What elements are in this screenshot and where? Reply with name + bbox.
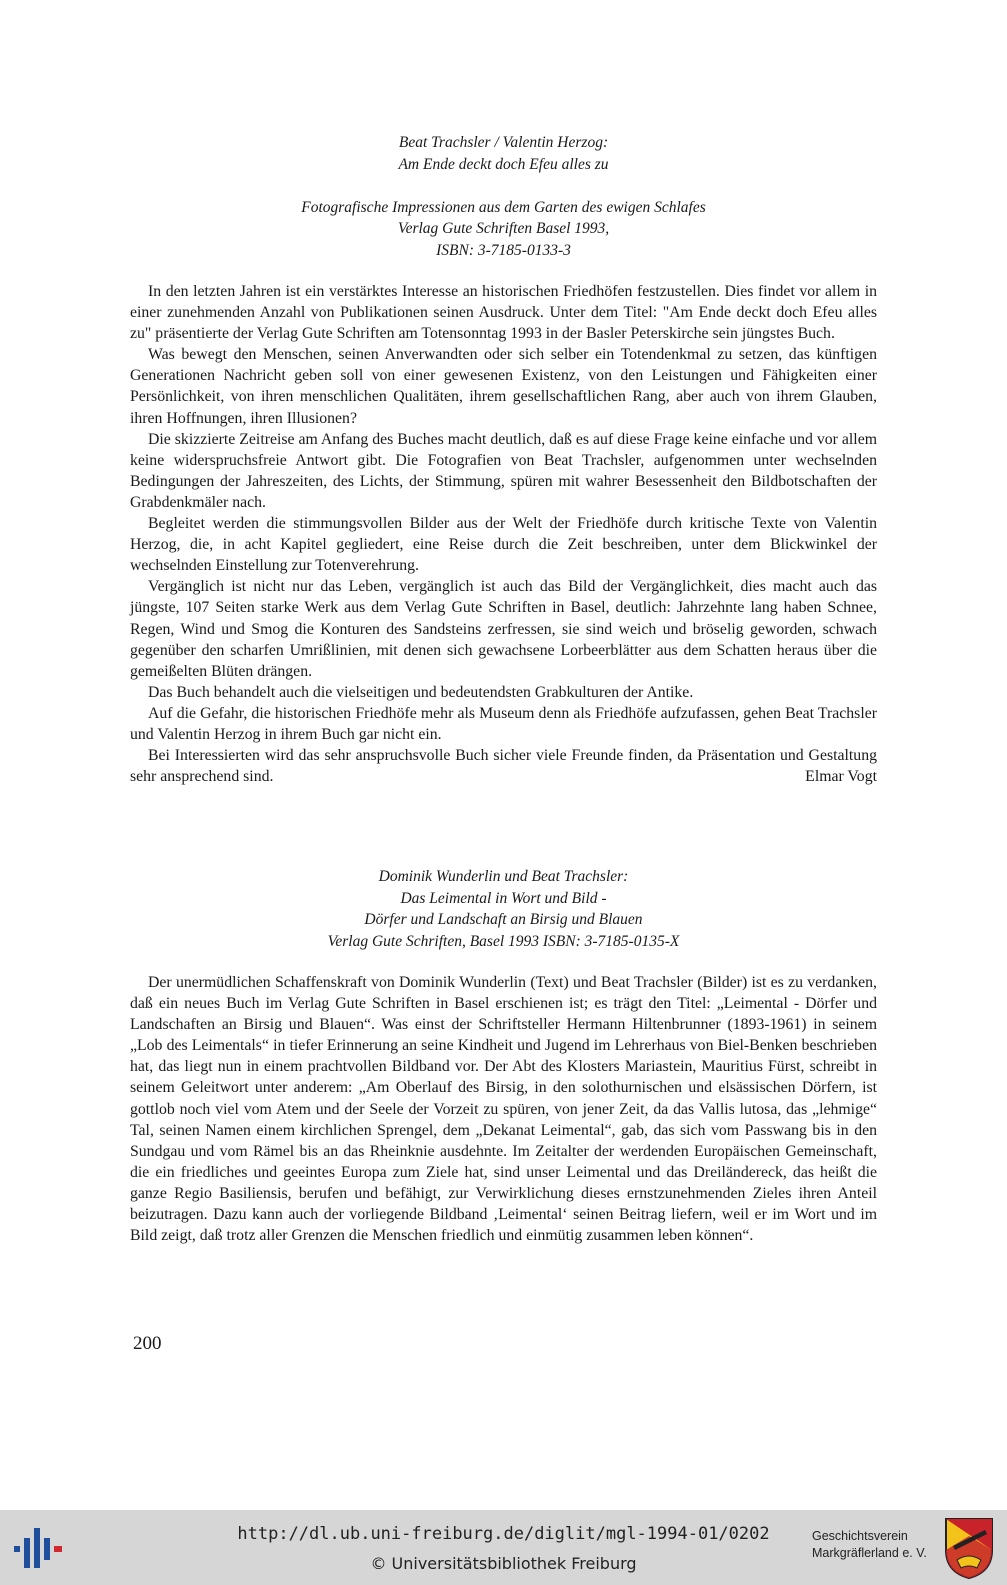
page-number: 200 [133,1333,162,1354]
footer-url-link[interactable]: http://dl.ub.uni-freiburg.de/diglit/mgl-1994-01/0202 [237,1524,770,1544]
paragraph-text: Bei Interessierten wird das sehr anspruchsvolle Buch sicher viele Freunde finden, da Präsentation und Gestaltung sehr ansprechend sind. [130,747,877,786]
heading-line: Dominik Wunderlin und Beat Trachsler: [378,868,629,885]
heading-line: Beat Trachsler / Valentin Herzog: [398,134,609,151]
heading-line: Verlag Gute Schriften, Basel 1993 ISBN: 3-7185-0135-X [327,932,680,950]
paragraph: Das Buch behandelt auch die vielseitigen und bedeutendsten Grabkulturen der Antike. [148,683,694,701]
heading-line [130,175,877,197]
paragraph: Was bewegt den Menschen, seinen Anverwandten oder sich selber ein Totendenkmal zu setzen, das künftigen Generationen Nachricht geben soll von einer gewesenen Existenz, von den Leistungen und Fähigkeiten einer Persönlichkeit, von ihren menschlichen Qualitäten, ihrem gesellschaftlichen Rang, aber auch von ihrem Glauben, ihren Hoffnungen, ihren Illusionen? [130,346,877,427]
heading-line: ISBN: 3-7185-0133-3 [436,241,571,259]
society-name [812,1528,932,1562]
heading-line: Das Leimental in Wort und Bild - [400,889,607,907]
heading-line: Am Ende deckt doch Efeu alles zu [398,155,609,173]
paragraph: Auf die Gefahr, die historischen Friedhöfe mehr als Museum denn als Friedhöfe aufzufassen, gehen Beat Trachsler und Valentin Herzog in ihrem Buch gar nicht ein. [130,704,877,743]
coat-of-arms-icon [943,1516,995,1580]
footer-copyright: © Universitätsbibliothek Freiburg [370,1554,637,1573]
paragraph: In den letzten Jahren ist ein verstärktes Interesse an historischen Friedhöfen festzustellen. Dies findet vor allem in einer zunehmenden Anzahl von Publikationen seinen Ausdruck. Unter dem Titel: "Am Ende deckt doch Efeu alles zu" präsentierte der Verlag Gute Schriften am Totensonntag 1993 in der Basler Peterskirche sein jüngstes Buch. [130,283,877,343]
heading-line: Dörfer und Landschaft an Birsig und Blauen [364,911,643,928]
author-signature: Elmar Vogt [805,768,877,786]
heading-line: Fotografische Impressionen aus dem Garten des ewigen Schlafes [301,198,706,216]
society-line: Geschichtsverein [812,1529,908,1543]
paragraph: Vergänglich ist nicht nur das Leben, vergänglich ist auch das Bild der Vergänglichkeit, dies macht auch das jüngste, 107 Seiten starke Werk aus dem Verlag Gute Schriften in Basel, deutlich: Jahrzehnte lang haben Schnee, Regen, Wind und Smog die Konturen des Sandsteins zerfressen, sie sind weich und bröselig geworden, schwach gegenüber den scharfen Umrißlinien, mit denen sich gewachsene Lorbeerblätter aus dem Schatten heraus über die gemeißelten Blüten drängen. [130,578,877,680]
paragraph: Begleitet werden die stimmungsvollen Bilder aus der Welt der Friedhöfe durch kritische Texte von Valentin Herzog, die, in acht Kapitel gegliedert, eine Reise durch die Zeit beschreiben, unter dem Blickwinkel der wechselnden Einstellung zur Totenverehrung. [130,515,877,575]
closing-paragraph [130,745,877,787]
review2-heading [130,866,877,952]
review2-body [130,972,877,1246]
paragraph: Der unermüdlichen Schaffenskraft von Dominik Wunderlin (Text) und Beat Trachsler (Bilder) ist es zu verdanken, daß ein neues Buch im Verlag Gute Schriften in Basel erschienen ist; es trägt den Titel: „Leimental - Dörfer und Landschaften an Birsig und Blauen“. Was einst der Schriftsteller Hermann Hiltenbrunner (1893-1961) in seinem „Lob des Leimentals“ in tiefer Erinnerung an seine Kindheit und Jugend im Lehrerhaus von Biel-Benken beschrieben hat, das liegt nun in einem prachtvollen Bildband vor. Der Abt des Klosters Mariastein, Mauritius Fürst, schreibt in seinem Geleitwort unter anderem: „Am Oberlauf des Birsig, in den solothurnischen und elsässischen Dörfern, ist gottlob noch viel vom Atem und der Seele der Vorzeit zu spüren, von jener Zeit, da das Vallis lutosa, das „lehmige“ Tal, seinen Namen einem kirchlichen Sprengel, dem „Dekanat Leimental“, gab, das sich vom Passwang bis in den Sundgau und vom Rämel bis an das Rheinknie ausdehnte. Im Zeitalter der werdenden Europäischen Gemeinschaft, die ein friedliches und geeintes Europa zum Ziele hat, sind unser Leimental und das Dreiländereck, das heißt die ganze Regio Basiliensis, berufen und befähigt, zur Verwirklichung dieses ernstzunehmenden Zieles ihren Anteil beizutragen. Dazu kann auch der vorliegende Bildband ‚Leimental‘ seinen Beitrag liefern, weil er im Wort und im Bild zeigt, daß trotz aller Grenzen die Menschen friedlich und einmütig zusammen leben können“. [130,974,877,1245]
paragraph: Die skizzierte Zeitreise am Anfang des Buches macht deutlich, daß es auf diese Frage keine einfache und vor allem keine widerspruchsfreie Antwort gibt. Die Fotografien von Beat Trachsler, aufgenommen unter wechselnden Bedingungen der Jahreszeiten, des Lichts, der Stimmung, spüren mit wahrer Besessenheit den Bildbotschaften der Grabdenkmäler nach. [130,430,877,511]
society-line: Markgräflerland e. V. [812,1546,927,1560]
footer-bar [0,1510,1007,1585]
review1-heading [130,132,877,261]
review1-body [130,281,877,787]
heading-line: Verlag Gute Schriften Basel 1993, [397,220,610,237]
